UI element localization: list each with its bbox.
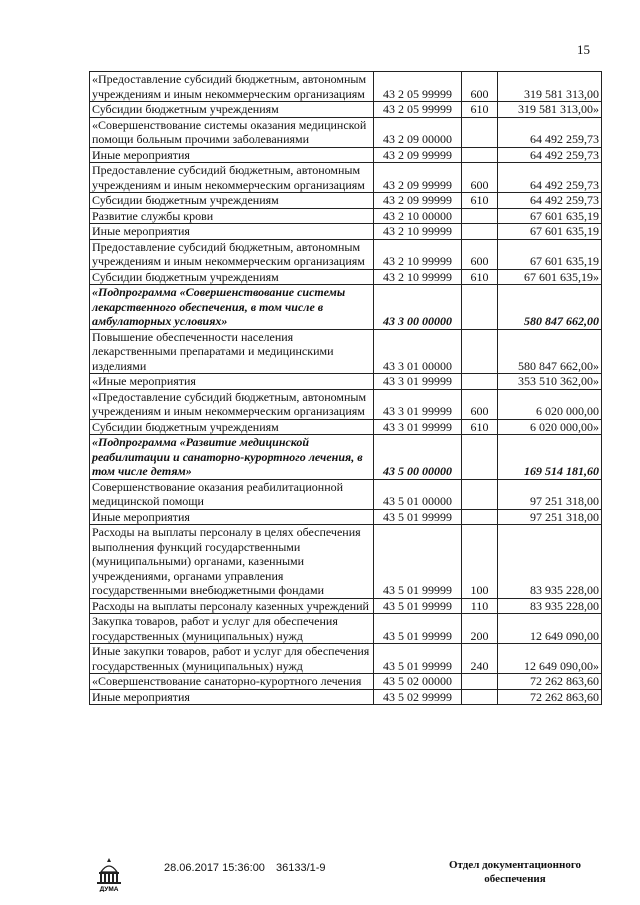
row-code-cell: 43 2 09 99999 [374,193,462,209]
table-row [90,147,602,163]
row-name-cell: Предоставление субсидий бюджетным, автономным учреждениям и иным некоммерческим организациям [90,239,374,269]
row-code-cell: 43 5 01 99999 [374,598,462,614]
row-vr-cell: 610 [462,269,498,285]
table-row [90,509,602,525]
table-row [90,435,602,480]
table-row [90,117,602,147]
row-sum-cell: 97 251 318,00 [498,479,602,509]
row-name-cell: Субсидии бюджетным учреждениям [90,193,374,209]
row-name-cell: Субсидии бюджетным учреждениям [90,102,374,118]
row-sum-cell: 97 251 318,00 [498,509,602,525]
table-row [90,374,602,390]
row-vr-cell: 200 [462,614,498,644]
row-name-cell: Иные мероприятия [90,509,374,525]
table-row [90,644,602,674]
row-name-cell: Расходы на выплаты персоналу в целях обеспечения выполнения функций государственными (муниципальными) органами, казенными учреждениями, органами управления государственными внебюджетными фондами [90,525,374,599]
row-sum-cell: 83 935 228,00 [498,525,602,599]
table-row [90,674,602,690]
table-row [90,224,602,240]
row-code-cell: 43 2 05 99999 [374,72,462,102]
row-name-cell: Совершенствование оказания реабилитационной медицинской помощи [90,479,374,509]
table-row [90,389,602,419]
row-code-cell: 43 3 01 99999 [374,419,462,435]
row-sum-cell: 580 847 662,00» [498,329,602,374]
table-row [90,72,602,102]
row-vr-cell [462,117,498,147]
table-row [90,479,602,509]
row-vr-cell: 610 [462,419,498,435]
row-sum-cell: 67 601 635,19 [498,224,602,240]
row-vr-cell [462,208,498,224]
row-sum-cell: 12 649 090,00 [498,614,602,644]
row-vr-cell [462,689,498,705]
row-code-cell: 43 3 01 99999 [374,389,462,419]
row-code-cell: 43 5 01 99999 [374,614,462,644]
row-code-cell: 43 5 01 99999 [374,509,462,525]
row-code-cell: 43 5 02 00000 [374,674,462,690]
row-code-cell: 43 3 01 99999 [374,374,462,390]
row-name-cell: Иные закупки товаров, работ и услуг для обеспечения государственных (муниципальных) нужд [90,644,374,674]
row-code-cell: 43 2 09 99999 [374,147,462,163]
row-vr-cell: 240 [462,644,498,674]
row-name-cell: «Подпрограмма «Совершенствование системы лекарственного обеспечения, в том числе в амбулаторных условиях» [90,285,374,330]
row-name-cell: «Совершенствование санаторно-курортного лечения [90,674,374,690]
department-line-1: Отдел документационного [448,859,582,871]
row-sum-cell: 353 510 362,00» [498,374,602,390]
row-name-cell: «Предоставление субсидий бюджетным, автономным учреждениям и иным некоммерческим организациям [90,389,374,419]
row-vr-cell [462,509,498,525]
row-code-cell: 43 2 10 99999 [374,239,462,269]
row-sum-cell: 72 262 863,60 [498,689,602,705]
table-row [90,285,602,330]
row-vr-cell: 600 [462,239,498,269]
footer-department [440,858,590,886]
row-code-cell: 43 2 09 99999 [374,163,462,193]
row-vr-cell [462,285,498,330]
table-row [90,689,602,705]
table-row [90,269,602,285]
row-name-cell: Иные мероприятия [90,689,374,705]
table-row [90,329,602,374]
row-code-cell: 43 5 02 99999 [374,689,462,705]
row-code-cell: 43 2 10 99999 [374,224,462,240]
row-vr-cell [462,329,498,374]
budget-table-body [90,72,602,705]
row-code-cell: 43 5 01 99999 [374,644,462,674]
table-row [90,614,602,644]
row-code-cell: 43 5 01 00000 [374,479,462,509]
table-row [90,598,602,614]
row-sum-cell: 64 492 259,73 [498,163,602,193]
row-name-cell: Предоставление субсидий бюджетным, автономным учреждениям и иным некоммерческим организациям [90,163,374,193]
row-vr-cell [462,147,498,163]
row-vr-cell [462,674,498,690]
department-line-2: обеспечения [484,873,546,885]
row-sum-cell: 72 262 863,60 [498,674,602,690]
row-name-cell: Повышение обеспеченности населения лекарственными препаратами и медицинскими изделиями [90,329,374,374]
row-name-cell: «Предоставление субсидий бюджетным, автономным учреждениям и иным некоммерческим организациям [90,72,374,102]
row-code-cell: 43 2 05 99999 [374,102,462,118]
row-vr-cell: 100 [462,525,498,599]
row-sum-cell: 64 492 259,73 [498,193,602,209]
row-sum-cell: 67 601 635,19 [498,208,602,224]
row-vr-cell [462,479,498,509]
table-row [90,102,602,118]
row-name-cell: Субсидии бюджетным учреждениям [90,419,374,435]
row-sum-cell: 12 649 090,00» [498,644,602,674]
page-number: 15 [577,42,590,57]
row-sum-cell: 6 020 000,00 [498,389,602,419]
row-vr-cell: 600 [462,389,498,419]
row-sum-cell: 319 581 313,00 [498,72,602,102]
row-sum-cell: 64 492 259,73 [498,117,602,147]
row-vr-cell [462,374,498,390]
row-sum-cell: 67 601 635,19 [498,239,602,269]
budget-table [89,71,602,705]
row-name-cell: «Иные мероприятия [90,374,374,390]
row-vr-cell: 610 [462,193,498,209]
row-sum-cell: 169 514 181,60 [498,435,602,480]
row-code-cell: 43 2 10 99999 [374,269,462,285]
row-sum-cell: 319 581 313,00» [498,102,602,118]
row-name-cell: Расходы на выплаты персоналу казенных учреждений [90,598,374,614]
row-vr-cell: 600 [462,72,498,102]
row-sum-cell: 83 935 228,00 [498,598,602,614]
row-code-cell: 43 2 10 00000 [374,208,462,224]
row-name-cell: «Подпрограмма «Развитие медицинской реабилитации и санаторно-курортного лечения, в том числе детям» [90,435,374,480]
row-name-cell: Закупка товаров, работ и услуг для обеспечения государственных (муниципальных) нужд [90,614,374,644]
row-code-cell: 43 5 01 99999 [374,525,462,599]
table-row [90,208,602,224]
row-vr-cell: 610 [462,102,498,118]
row-sum-cell: 6 020 000,00» [498,419,602,435]
footer-doc-id: 36133/1-9 [276,862,326,874]
table-row [90,239,602,269]
row-code-cell: 43 5 00 00000 [374,435,462,480]
page-footer [0,856,640,896]
row-name-cell: Развитие службы крови [90,208,374,224]
table-row [90,163,602,193]
row-name-cell: Иные мероприятия [90,147,374,163]
row-sum-cell: 64 492 259,73 [498,147,602,163]
row-code-cell: 43 3 01 00000 [374,329,462,374]
table-row [90,419,602,435]
row-sum-cell: 580 847 662,00 [498,285,602,330]
duma-logo [92,856,126,892]
table-row [90,525,602,599]
row-name-cell: «Совершенствование системы оказания медицинской помощи больным прочими заболеваниями [90,117,374,147]
table-row [90,193,602,209]
row-vr-cell [462,224,498,240]
row-name-cell: Субсидии бюджетным учреждениям [90,269,374,285]
footer-timestamp: 28.06.2017 15:36:00 [164,862,265,874]
row-name-cell: Иные мероприятия [90,224,374,240]
row-sum-cell: 67 601 635,19» [498,269,602,285]
row-code-cell: 43 3 00 00000 [374,285,462,330]
row-vr-cell: 110 [462,598,498,614]
row-vr-cell [462,435,498,480]
row-code-cell: 43 2 09 00000 [374,117,462,147]
row-vr-cell: 600 [462,163,498,193]
logo-text: ДУМА [99,886,119,892]
